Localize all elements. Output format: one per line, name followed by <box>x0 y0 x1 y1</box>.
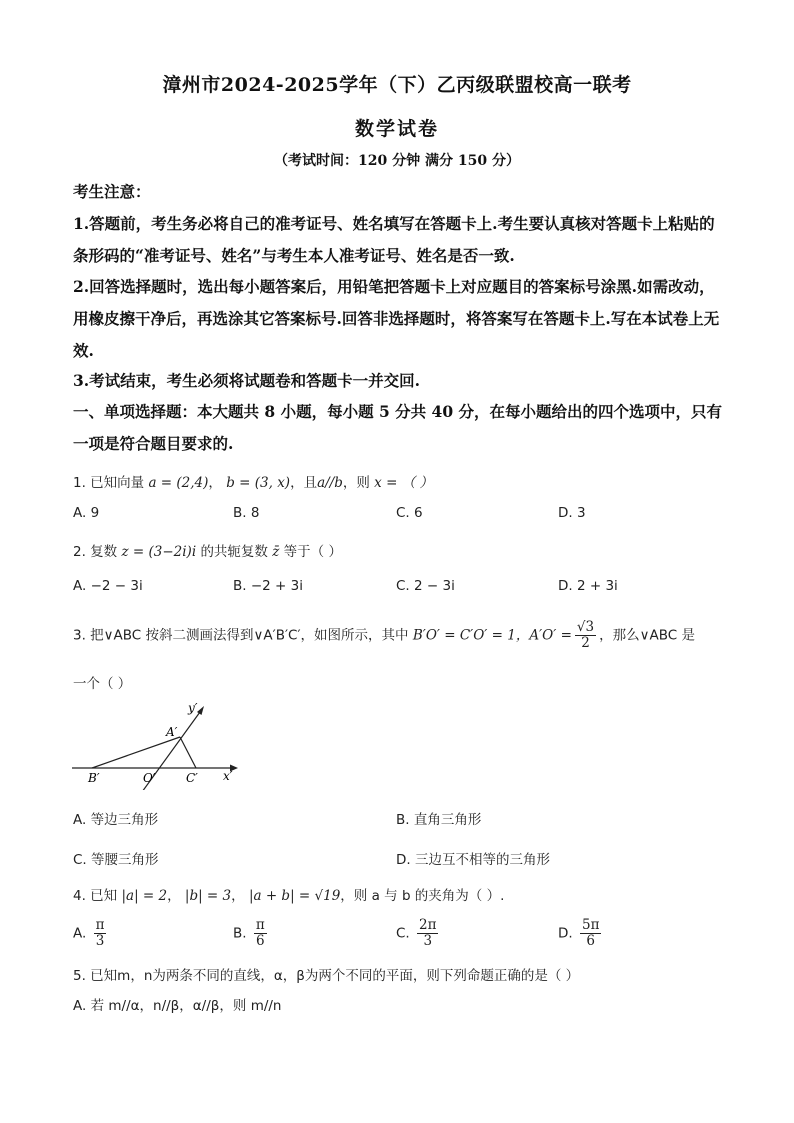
q1-vector-a: a = (2,4) <box>148 475 209 491</box>
q4-option-c-letter: C. <box>396 925 410 942</box>
q4-option-c <box>396 918 441 949</box>
exam-title: 漳州市2024-2025学年（下）乙丙级联盟校高一联考 <box>162 74 632 96</box>
q1-option-b: B. 8 <box>233 505 260 521</box>
notice-item-2: 2.回答选择题时，选出每小题答案后，用铅笔把答题卡上对应题目的答案标号涂黑.如需改动，用橡皮擦干净后，再选涂其它答案标号.回答非选择题时，将答案写在答题卡上.写在本试卷上无效. <box>73 277 720 360</box>
q2-expression: z = (3−2i)i <box>121 544 197 560</box>
label-x-prime: x′ <box>223 769 233 783</box>
q3-fraction-numerator: √3 <box>576 619 595 635</box>
oblique-triangle-figure <box>70 700 270 790</box>
q3-option-c: C. 等腰三角形 <box>73 852 159 868</box>
q1-parallel-prefix: ，且 <box>290 475 318 491</box>
q4-option-a-numerator: π <box>95 917 105 933</box>
q4-option-c-numerator: 2π <box>419 917 437 933</box>
q4-option-a-fraction <box>94 918 107 949</box>
q1-ask: x = （ ） <box>374 475 433 491</box>
q4-option-b <box>233 918 270 949</box>
q2-suffix: 等于（ ） <box>283 544 342 560</box>
q2-option-d: D. 2 + 3i <box>558 578 618 594</box>
q1-vector-b: b = (3, x) <box>226 475 291 491</box>
q3-equation-1: B′O′ = C′O′ = 1 <box>412 627 516 644</box>
notice-heading: 考生注意： <box>73 182 151 201</box>
label-o-prime: O′ <box>143 771 156 785</box>
label-b-prime: B′ <box>88 771 100 785</box>
q3-suffix: ，那么∨ABC 是 <box>599 627 695 644</box>
q1-suffix: ，则 <box>342 475 370 491</box>
q4-option-d-letter: D. <box>558 925 573 942</box>
q3-fraction <box>575 620 596 651</box>
q4-option-a-denominator: 3 <box>95 932 105 949</box>
q1-parallel: a//b <box>317 475 343 491</box>
q4-abs-b: |b| = 3 <box>184 888 232 904</box>
exam-subtitle: 数学试卷 <box>354 118 439 140</box>
side-a-c <box>180 737 196 768</box>
q4-abs-a: |a| = 2 <box>121 888 168 904</box>
question-3-stem <box>73 620 733 651</box>
q2-option-c: C. 2 − 3i <box>396 578 455 594</box>
q4-suffix: ，则 a 与 b 的夹角为（ ）. <box>340 888 505 904</box>
q4-option-b-letter: B. <box>233 925 247 942</box>
label-y-prime: y′ <box>188 701 198 715</box>
q4-option-c-denominator: 3 <box>423 932 433 949</box>
question-1-stem: 1. 已知向量 a = (2,4)， b = (3, x)，且a//b，则 x = （ ） <box>73 475 433 491</box>
q5-option-a: A. 若 m//α，n//β，α//β，则 m//n <box>73 998 282 1014</box>
q2-option-a: A. −2 − 3i <box>73 578 143 594</box>
label-c-prime: C′ <box>186 771 198 785</box>
q4-option-d-denominator: 6 <box>586 932 596 949</box>
notice-item-3: 3.考试结束，考生必须将试题卷和答题卡一并交回. <box>73 371 421 390</box>
q3-option-b: B. 直角三角形 <box>396 812 482 828</box>
q3-equation-2-prefix: ，A′O′ = <box>515 627 572 644</box>
y-axis-arrow-icon <box>197 706 204 715</box>
notice-item-1: 1.答题前，考生务必将自己的准考证号、姓名填写在答题卡上.考生要认真核对答题卡上粘贴的条形码的“准考证号、姓名”与考生本人准考证号、姓名是否一致. <box>73 214 715 265</box>
q4-option-b-fraction <box>254 918 267 949</box>
question-4-stem: 4. 已知 |a| = 2， |b| = 3， |a + b| = √19，则 a 与 b 的夹角为（ ）. <box>73 888 505 904</box>
q4-abs-sum: |a + b| = √19 <box>248 888 341 904</box>
q3-prefix: 3. 把∨ABC 按斜二测画法得到∨A′B′C′，如图所示，其中 <box>73 627 409 644</box>
q4-prefix: 4. 已知 <box>73 888 118 904</box>
section-1-heading: 一、单项选择题：本大题共 8 小题，每小题 5 分共 40 分，在每小题给出的四个选项中，只有一项是符合题目要求的. <box>73 402 723 453</box>
question-5-stem: 5. 已知m，n为两条不同的直线，α，β为两个不同的平面，则下列命题正确的是（ ） <box>73 968 580 984</box>
q3-line-2: 一个（ ） <box>73 676 132 692</box>
q4-option-a <box>73 918 109 949</box>
q4-option-d-numerator: 5π <box>581 917 600 933</box>
side-b-a <box>92 737 180 768</box>
q4-option-a-letter: A. <box>73 925 87 942</box>
q4-option-b-denominator: 6 <box>256 932 265 949</box>
question-2-stem <box>73 540 733 560</box>
q4-option-d-fraction <box>580 918 601 949</box>
q4-option-c-fraction <box>417 918 438 949</box>
q2-option-b: B. −2 + 3i <box>233 578 303 594</box>
q3-option-a: A. 等边三角形 <box>73 812 159 828</box>
q1-option-c: C. 6 <box>396 505 423 521</box>
q3-option-d: D. 三边互不相等的三角形 <box>396 852 550 868</box>
exam-info: （考试时间：120 分钟 满分 150 分） <box>274 153 520 169</box>
label-a-prime: A′ <box>166 725 178 739</box>
q2-conjugate: z̄ <box>272 544 280 560</box>
q2-mid: 的共轭复数 <box>200 544 268 560</box>
q1-prefix: 1. 已知向量 <box>73 475 145 491</box>
q1-option-d: D. 3 <box>558 505 586 521</box>
q4-option-d <box>558 918 604 949</box>
q2-prefix: 2. 复数 <box>73 544 118 560</box>
q3-fraction-denominator: 2 <box>581 634 590 651</box>
q4-option-b-numerator: π <box>255 917 265 933</box>
q1-option-a: A. 9 <box>73 505 100 521</box>
